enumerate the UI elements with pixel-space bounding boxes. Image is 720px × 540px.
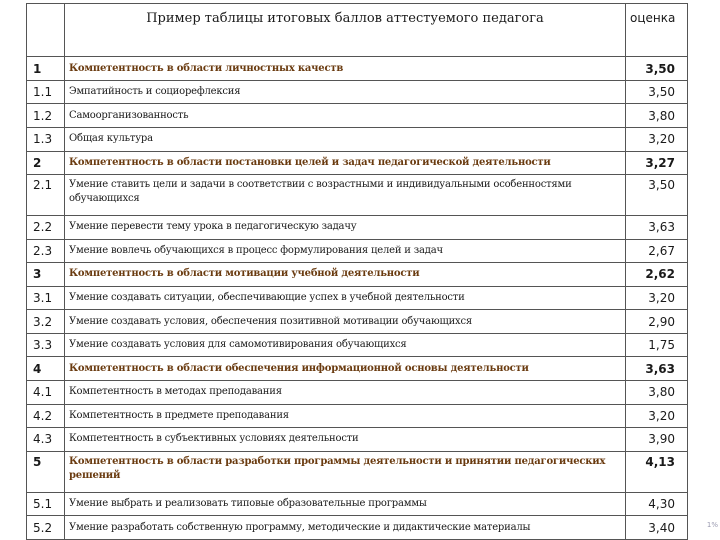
row-score: 2,62 bbox=[626, 263, 688, 287]
row-score: 3,80 bbox=[626, 381, 688, 405]
row-score: 3,40 bbox=[626, 516, 688, 540]
row-score: 2,90 bbox=[626, 310, 688, 334]
row-description: Компетентность в области мотивации учебной деятельности bbox=[65, 263, 626, 287]
row-number: 5.1 bbox=[27, 492, 65, 516]
row-number: 5.2 bbox=[27, 516, 65, 540]
row-number: 4.1 bbox=[27, 381, 65, 405]
table-row bbox=[27, 216, 688, 240]
header-num-cell bbox=[27, 4, 65, 57]
row-score: 4,30 bbox=[626, 492, 688, 516]
table-row bbox=[27, 310, 688, 334]
row-score: 3,80 bbox=[626, 104, 688, 128]
row-number: 2 bbox=[27, 151, 65, 175]
row-description: Умение создавать ситуации, обеспечивающие успех в учебной деятельности bbox=[65, 286, 626, 310]
table-row bbox=[27, 404, 688, 428]
row-number: 1 bbox=[27, 57, 65, 81]
table-row bbox=[27, 239, 688, 263]
row-score: 3,20 bbox=[626, 404, 688, 428]
scores-table bbox=[26, 3, 688, 540]
table-row bbox=[27, 175, 688, 216]
table-row bbox=[27, 428, 688, 452]
table-row bbox=[27, 516, 688, 540]
row-description: Умение создавать условия, обеспечения позитивной мотивации обучающихся bbox=[65, 310, 626, 334]
corner-note: 1% bbox=[706, 521, 718, 529]
row-score: 3,63 bbox=[626, 216, 688, 240]
row-score: 3,50 bbox=[626, 80, 688, 104]
table-header-row bbox=[27, 4, 688, 57]
table-row bbox=[27, 104, 688, 128]
row-score: 3,27 bbox=[626, 151, 688, 175]
section-row bbox=[27, 451, 688, 492]
row-number: 2.2 bbox=[27, 216, 65, 240]
row-score: 2,67 bbox=[626, 239, 688, 263]
score-column-header: оценка bbox=[626, 4, 688, 57]
row-description: Компетентность в методах преподавания bbox=[65, 381, 626, 405]
row-description: Умение разработать собственную программу, методические и дидактические материалы bbox=[65, 516, 626, 540]
table-row bbox=[27, 333, 688, 357]
row-score: 3,20 bbox=[626, 286, 688, 310]
row-number: 4.3 bbox=[27, 428, 65, 452]
table-row bbox=[27, 381, 688, 405]
section-row bbox=[27, 263, 688, 287]
row-score: 4,13 bbox=[626, 451, 688, 492]
row-score: 1,75 bbox=[626, 333, 688, 357]
row-description: Умение перевести тему урока в педагогическую задачу bbox=[65, 216, 626, 240]
row-number: 3.2 bbox=[27, 310, 65, 334]
row-number: 2.1 bbox=[27, 175, 65, 216]
table-row bbox=[27, 492, 688, 516]
row-score: 3,90 bbox=[626, 428, 688, 452]
row-description: Умение выбрать и реализовать типовые образовательные программы bbox=[65, 492, 626, 516]
row-description: Умение вовлечь обучающихся в процесс формулирования целей и задач bbox=[65, 239, 626, 263]
row-number: 3.1 bbox=[27, 286, 65, 310]
row-number: 5 bbox=[27, 451, 65, 492]
row-description: Компетентность в области разработки программы деятельности и принятии педагогических решений bbox=[65, 451, 626, 492]
row-score: 3,50 bbox=[626, 57, 688, 81]
row-number: 4.2 bbox=[27, 404, 65, 428]
table-row bbox=[27, 80, 688, 104]
section-row bbox=[27, 57, 688, 81]
section-row bbox=[27, 151, 688, 175]
row-description: Компетентность в области постановки целей и задач педагогической деятельности bbox=[65, 151, 626, 175]
table-row bbox=[27, 286, 688, 310]
row-description: Компетентность в области личностных качеств bbox=[65, 57, 626, 81]
row-description: Компетентность в области обеспечения информационной основы деятельности bbox=[65, 357, 626, 381]
row-number: 1.1 bbox=[27, 80, 65, 104]
row-description: Общая культура bbox=[65, 127, 626, 151]
row-description: Самоорганизованность bbox=[65, 104, 626, 128]
row-number: 2.3 bbox=[27, 239, 65, 263]
row-description: Умение ставить цели и задачи в соответствии с возрастными и индивидуальными особенностями обучающихся bbox=[65, 175, 626, 216]
row-number: 1.2 bbox=[27, 104, 65, 128]
row-description: Эмпатийность и социорефлексия bbox=[65, 80, 626, 104]
row-number: 4 bbox=[27, 357, 65, 381]
row-score: 3,63 bbox=[626, 357, 688, 381]
table-row bbox=[27, 127, 688, 151]
row-description: Умение создавать условия для самомотивирования обучающихся bbox=[65, 333, 626, 357]
row-number: 3 bbox=[27, 263, 65, 287]
table-title: Пример таблицы итоговых баллов аттестуемого педагога bbox=[65, 4, 626, 57]
row-description: Компетентность в субъективных условиях деятельности bbox=[65, 428, 626, 452]
row-score: 3,20 bbox=[626, 127, 688, 151]
row-score: 3,50 bbox=[626, 175, 688, 216]
row-description: Компетентность в предмете преподавания bbox=[65, 404, 626, 428]
row-number: 3.3 bbox=[27, 333, 65, 357]
row-number: 1.3 bbox=[27, 127, 65, 151]
section-row bbox=[27, 357, 688, 381]
